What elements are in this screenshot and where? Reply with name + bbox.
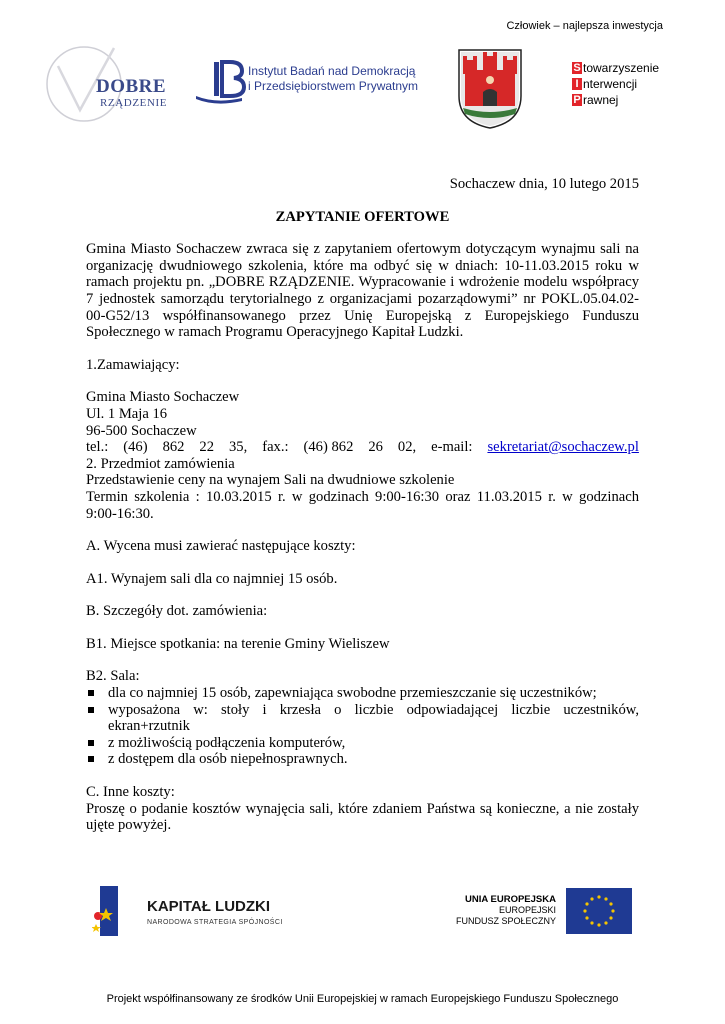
ib-logo-text bbox=[248, 64, 418, 94]
b2-requirements-list bbox=[86, 685, 639, 768]
eu-flag-icon bbox=[566, 888, 632, 934]
sip-word-1: towarzyszenie bbox=[583, 61, 660, 75]
header-slogan: Człowiek – najlepsza inwestycja bbox=[506, 20, 663, 32]
sip-row-1 bbox=[572, 60, 692, 76]
section-1-heading: 1.Zamawiający: bbox=[86, 356, 180, 373]
training-term: Termin szkolenia : 10.03.2015 r. w godzinach 9:00-16:30 oraz 11.03.2015 r. w godzinach 9:00-16:30. bbox=[86, 488, 639, 522]
contact-token: (46) 862 bbox=[303, 439, 354, 456]
bullet-square-icon bbox=[88, 756, 94, 762]
list-item-text: z możliwością podłączenia komputerów, bbox=[108, 734, 346, 751]
sip-letter-i: I bbox=[572, 78, 582, 90]
kapital-ludzki-logo bbox=[92, 886, 283, 936]
sip-logo bbox=[572, 60, 692, 116]
org-city: 96-500 Sochaczew bbox=[86, 422, 197, 439]
eu-logo bbox=[456, 888, 636, 934]
email-link[interactable]: sekretariat@sochaczew.pl bbox=[487, 439, 639, 456]
section-b-heading: B. Szczegóły dot. zamówienia: bbox=[86, 603, 268, 620]
sip-word-2: nterwencji bbox=[583, 77, 638, 91]
section-c-heading: C. Inne koszty: bbox=[86, 784, 175, 801]
dobre-logo-title: DOBRE bbox=[96, 76, 167, 97]
sip-row-3 bbox=[572, 92, 692, 108]
coat-of-arms-icon bbox=[455, 46, 525, 130]
contact-token: 35, bbox=[228, 439, 248, 456]
dobre-rzadzenie-logo bbox=[44, 44, 168, 124]
intro-paragraph: Gmina Miasto Sochaczew zwraca się z zapytaniem ofertowym dotyczącym wynajmu sali na organizację dwudniowego szkolenia, które ma odbyć się w dniach: 10-11.03.2015 roku w ramach projektu pn. „DOBRE RZĄDZENIE. Wypracowanie i wdrożenie modelu współpracy 7 jednostek samorządu terytorialnego z organizacjami pozarządowymi” nr POKL.05.04.02-00-G52/13 współfinansowanego przez Unię Europejską z Europejskiego Funduszu Społecznego w ramach Programu Operacyjnego Kapitał Ludzki. bbox=[86, 241, 639, 341]
eu-line-3: FUNDUSZ SPOŁECZNY bbox=[455, 916, 556, 926]
order-subject: Przedstawienie ceny na wynajem Sali na dwudniowe szkolenie bbox=[86, 472, 455, 489]
bullet-square-icon bbox=[88, 740, 94, 746]
contact-token: 862 bbox=[162, 439, 185, 456]
kapital-ludzki-title: KAPITAŁ LUDZKI bbox=[147, 898, 271, 915]
footer-logos bbox=[0, 878, 725, 948]
bullet-square-icon bbox=[88, 707, 94, 713]
ib-logo-line2: i Przedsiębiorstwem Prywatnym bbox=[248, 79, 419, 93]
list-item-text: dla co najmniej 15 osób, zapewniająca swobodne przemieszczanie się uczestników; bbox=[108, 685, 597, 702]
org-street: Ul. 1 Maja 16 bbox=[86, 405, 168, 422]
list-item bbox=[86, 702, 639, 735]
list-item-text: z dostępem dla osób niepełnosprawnych. bbox=[108, 751, 348, 768]
header-logos bbox=[0, 40, 725, 130]
kapital-ludzki-emblem-icon bbox=[92, 886, 142, 936]
sip-letter-p: P bbox=[573, 94, 581, 106]
item-a1: A1. Wynajem sali dla co najmniej 15 osób. bbox=[86, 570, 338, 587]
sip-letter-s: S bbox=[573, 62, 581, 74]
list-item bbox=[86, 685, 639, 702]
document-title: ZAPYTANIE OFERTOWE bbox=[275, 208, 450, 225]
eu-logo-text bbox=[456, 894, 556, 927]
bullet-square-icon bbox=[88, 690, 94, 696]
org-name: Gmina Miasto Sochaczew bbox=[86, 389, 240, 406]
dobre-logo-subtitle: RZĄDZENIE bbox=[100, 97, 168, 109]
document-body bbox=[86, 176, 639, 834]
section-c-text: Proszę o podanie kosztów wynajęcia sali, które zdaniem Państwa są konieczne, a nie zostały ujęte powyżej. bbox=[86, 800, 639, 834]
ib-logo-line1: Instytut Badań nad Demokracją bbox=[248, 64, 416, 78]
eu-line-2: EUROPEJSKI bbox=[498, 905, 556, 915]
contact-token: 22 bbox=[199, 439, 215, 456]
sip-word-3: rawnej bbox=[583, 93, 619, 107]
contact-token: 02, bbox=[397, 439, 417, 456]
contact-token: (46) bbox=[123, 439, 148, 456]
contact-token: 26 bbox=[368, 439, 383, 456]
document-date: Sochaczew dnia, 10 lutego 2015 bbox=[449, 176, 639, 192]
sochaczew-coat-of-arms bbox=[455, 46, 525, 130]
footer-funding-note: Projekt współfinansowany ze środków Unii Europejskiej w ramach Europejskiego Funduszu Społecznego bbox=[106, 993, 619, 1005]
contact-token: e-mail: bbox=[431, 439, 473, 456]
list-item bbox=[86, 735, 639, 752]
section-2-heading: 2. Przedmiot zamówienia bbox=[86, 455, 235, 472]
ibdipp-logo bbox=[196, 60, 426, 104]
section-a-heading: A. Wycena musi zawierać następujące koszty: bbox=[86, 538, 356, 555]
item-b1: B1. Miejsce spotkania: na terenie Gminy Wieliszew bbox=[86, 635, 390, 652]
sip-row-2 bbox=[572, 76, 692, 92]
item-b2-heading: B2. Sala: bbox=[86, 668, 140, 685]
ib-monogram-icon bbox=[196, 60, 246, 104]
contact-token: tel.: bbox=[86, 439, 109, 456]
list-item-text: wyposażona w: stoły i krzesła o liczbie odpowiadającej liczbie uczestników, ekran+rzutnik bbox=[108, 701, 639, 735]
contact-line bbox=[86, 439, 639, 456]
contact-token: fax.: bbox=[262, 439, 289, 456]
list-item bbox=[86, 751, 639, 768]
eu-line-1: UNIA EUROPEJSKA bbox=[465, 894, 556, 905]
kapital-ludzki-subtitle: NARODOWA STRATEGIA SPÓJNOŚCI bbox=[147, 919, 283, 926]
